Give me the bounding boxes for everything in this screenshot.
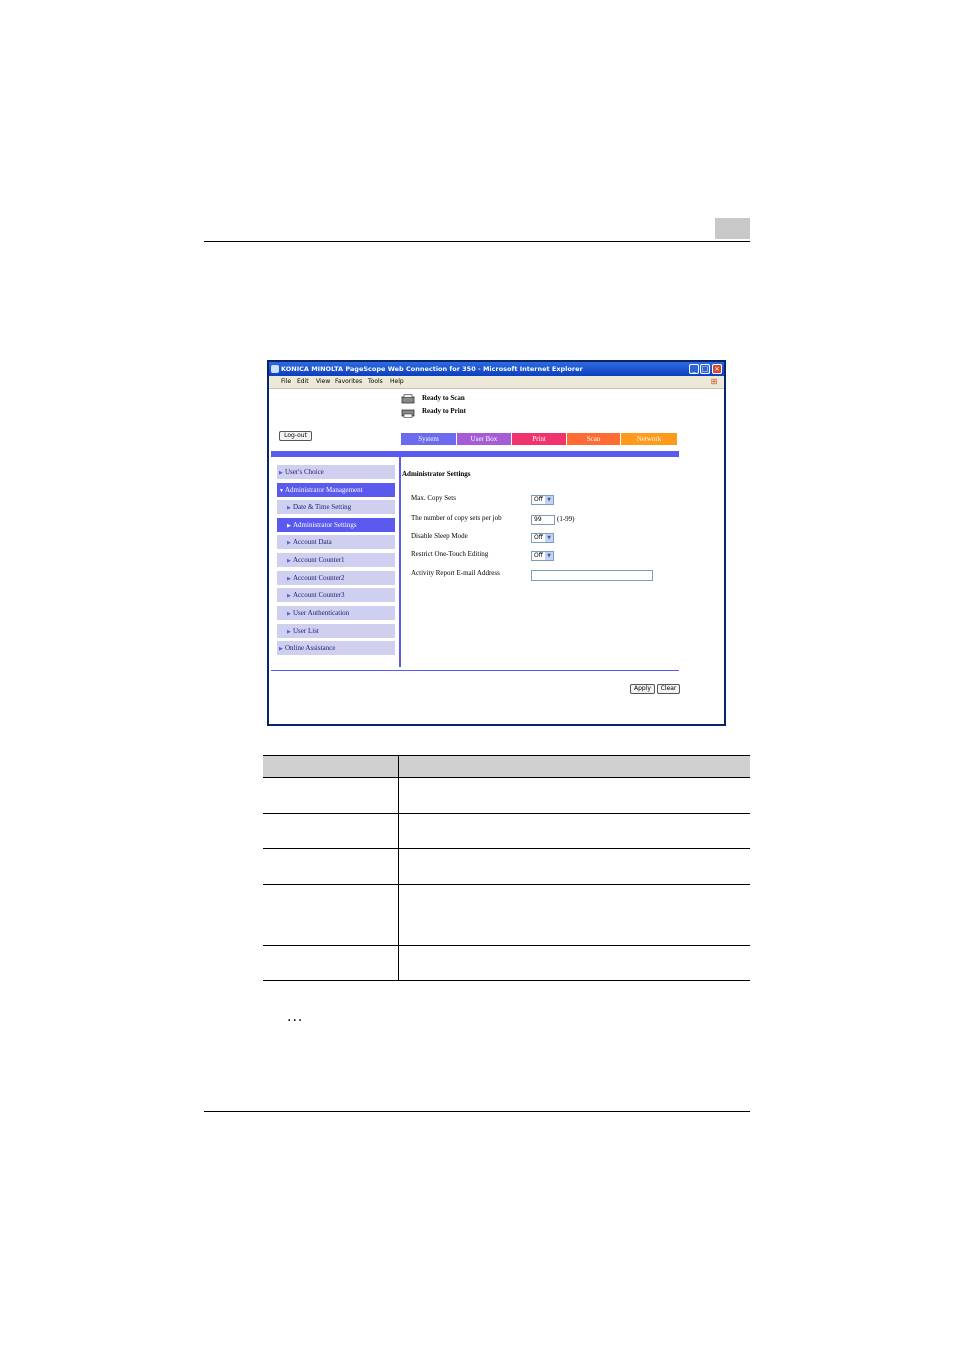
field-label-restrict-one-touch: Restrict One-Touch Editing bbox=[411, 550, 489, 558]
sidebar-item-date-time-setting[interactable]: ▶ Date & Time Setting bbox=[277, 500, 395, 514]
table-header bbox=[263, 755, 750, 778]
max-copy-sets-select[interactable]: Off ▼ bbox=[531, 495, 554, 505]
chevron-down-icon: ▼ bbox=[545, 552, 553, 560]
sidebar-item-account-counter1[interactable]: ▶ Account Counter1 bbox=[277, 553, 395, 567]
status-print: Ready to Print bbox=[422, 407, 466, 415]
sidebar-item-administrator-management[interactable]: ▼Administrator Management bbox=[277, 483, 395, 497]
clear-button[interactable]: Clear bbox=[657, 684, 680, 694]
arrow-down-icon: ▼ bbox=[279, 489, 284, 494]
header-bar bbox=[271, 451, 679, 457]
tab-network[interactable]: Network bbox=[621, 433, 677, 445]
ie-icon bbox=[271, 365, 279, 373]
tab-system[interactable]: System bbox=[401, 433, 456, 445]
arrow-right-icon: ▶ bbox=[287, 506, 291, 511]
ellipsis-marker: ... bbox=[287, 1009, 304, 1025]
copy-sets-per-job-input[interactable]: 99 bbox=[531, 515, 555, 525]
table-row bbox=[263, 778, 750, 814]
windows-logo-icon: ⊞ bbox=[708, 377, 720, 387]
menu-view[interactable]: View bbox=[316, 378, 331, 385]
arrow-right-icon: ▶ bbox=[287, 577, 291, 582]
arrow-right-icon: ▶ bbox=[279, 471, 283, 476]
table-row bbox=[263, 946, 750, 981]
restrict-one-touch-select[interactable]: Off ▼ bbox=[531, 551, 554, 561]
sidebar-item-users-choice[interactable]: ▶ User's Choice bbox=[277, 465, 395, 479]
sidebar-item-account-counter2[interactable]: ▶ Account Counter2 bbox=[277, 571, 395, 585]
table-row bbox=[263, 849, 750, 885]
page-tab-marker bbox=[715, 218, 750, 239]
field-label-max-copy-sets: Max. Copy Sets bbox=[411, 494, 456, 502]
tab-print[interactable]: Print bbox=[512, 433, 566, 445]
arrow-right-icon: ▶ bbox=[287, 612, 291, 617]
arrow-right-icon: ▶ bbox=[287, 559, 291, 564]
footer-rule-page bbox=[204, 1111, 750, 1112]
arrow-right-icon: ▶ bbox=[287, 541, 291, 546]
header-rule bbox=[204, 241, 750, 242]
sidebar-item-online-assistance[interactable]: ▶ Online Assistance bbox=[277, 641, 395, 655]
minimize-icon[interactable]: _ bbox=[689, 364, 699, 374]
menu-file[interactable]: File bbox=[281, 378, 292, 385]
status-scan: Ready to Scan bbox=[422, 394, 465, 402]
tab-scan[interactable]: Scan bbox=[567, 433, 620, 445]
menu-tools[interactable]: Tools bbox=[368, 378, 383, 385]
scanner-icon bbox=[401, 394, 415, 405]
menu-favorites[interactable]: Favorites bbox=[335, 378, 363, 385]
sidebar-item-user-list[interactable]: ▶ User List bbox=[277, 624, 395, 638]
title-bar bbox=[269, 362, 724, 376]
close-icon[interactable]: × bbox=[712, 364, 722, 374]
footer-rule bbox=[271, 670, 679, 671]
field-label-disable-sleep-mode: Disable Sleep Mode bbox=[411, 532, 468, 540]
arrow-right-icon: ▶ bbox=[279, 647, 283, 652]
arrow-right-icon: ▶ bbox=[287, 594, 291, 599]
menu-bar bbox=[269, 376, 724, 389]
table-row bbox=[263, 814, 750, 849]
chevron-down-icon: ▼ bbox=[545, 496, 553, 504]
pane-title: Administrator Settings bbox=[402, 470, 471, 478]
sidebar-item-account-counter3[interactable]: ▶ Account Counter3 bbox=[277, 588, 395, 602]
table-row bbox=[263, 885, 750, 946]
page-content bbox=[269, 389, 724, 724]
activity-report-email-input[interactable] bbox=[531, 570, 653, 581]
window-title: KONICA MINOLTA PageScope Web Connection for 350 - Microsoft Internet Explorer bbox=[281, 365, 583, 373]
printer-icon bbox=[401, 407, 415, 418]
copy-sets-range-hint: (1-99) bbox=[557, 515, 575, 523]
arrow-right-icon: ▶ bbox=[287, 524, 291, 529]
apply-button[interactable]: Apply bbox=[630, 684, 655, 694]
maximize-icon[interactable]: □ bbox=[701, 365, 709, 373]
field-label-activity-report-email: Activity Report E-mail Address bbox=[411, 569, 500, 577]
tab-user-box[interactable]: User Box bbox=[457, 433, 511, 445]
logout-button[interactable]: Log-out bbox=[279, 431, 312, 441]
sidebar-item-user-authentication[interactable]: ▶ User Authentication bbox=[277, 606, 395, 620]
sidebar-item-account-data[interactable]: ▶ Account Data bbox=[277, 535, 395, 549]
field-label-copy-sets-per-job: The number of copy sets per job bbox=[411, 514, 502, 522]
browser-window-screenshot bbox=[267, 360, 726, 726]
sidebar-item-administrator-settings[interactable]: ▶ Administrator Settings bbox=[277, 518, 395, 532]
menu-help[interactable]: Help bbox=[390, 378, 404, 385]
sidebar-divider bbox=[399, 457, 401, 667]
menu-edit[interactable]: Edit bbox=[297, 378, 309, 385]
arrow-right-icon: ▶ bbox=[287, 630, 291, 635]
chevron-down-icon: ▼ bbox=[545, 534, 553, 542]
disable-sleep-mode-select[interactable]: Off ▼ bbox=[531, 533, 554, 543]
